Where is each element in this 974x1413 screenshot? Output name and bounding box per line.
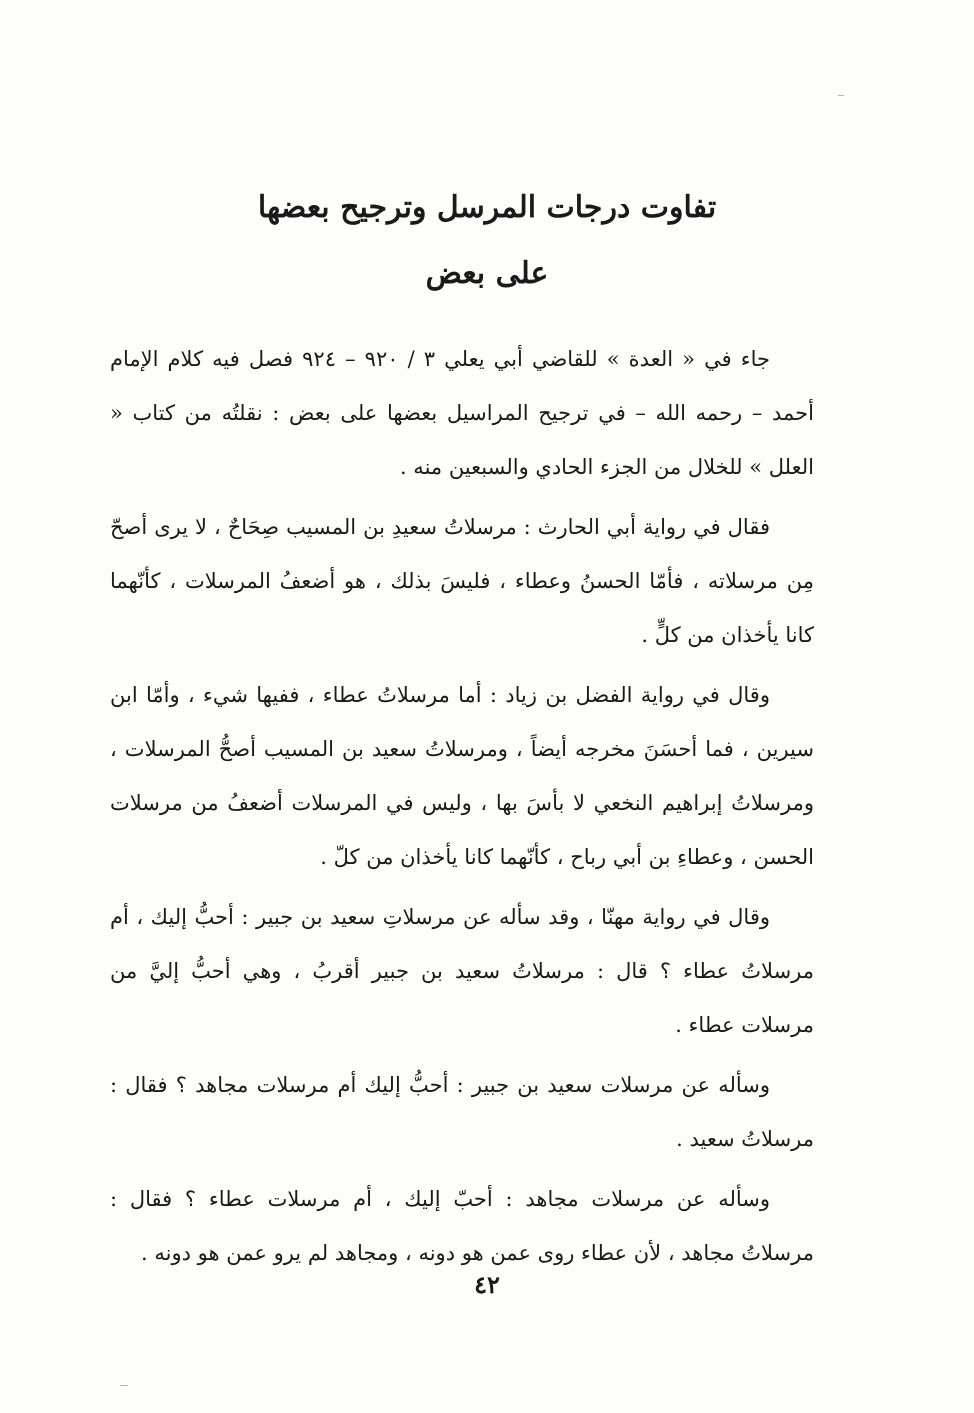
paragraph: وقال في رواية الفضل بن زياد : أما مرسلاتُ عطاء ، ففيها شيء ، وأمّا ابن سيرين ، فما أحسَنَ مخرجه أيضاً ، ومرسلاتُ سعيد بن المسيب أصحُّ المرسلات ، ومرسلاتُ إبراهيم النخعي لا بأسَ بها ، وليس في المرسلات أضعفُ من مرسلات الحسن ، وعطاءِ بن أبي رباح ، كأنّهما كانا يأخذان من كلّ .: [110, 683, 814, 869]
paragraph: وقال في رواية مهنّا ، وقد سأله عن مرسلاتِ سعيد بن جبير : أحبُّ إليك ، أم مرسلاتُ عطاء ؟ قال : مرسلاتُ سعيد بن جبير أقربُ ، وهي أحبُّ إليَّ من مرسلات عطاء .: [110, 905, 814, 1037]
paragraph: وسأله عن مرسلات مجاهد : أحبّ إليك ، أم مرسلات عطاء ؟ فقال : مرسلاتُ مجاهد ، لأن عطاء روى عمن هو دونه ، ومجاهد لم يرو عمن هو دونه .: [110, 1187, 814, 1265]
chapter-title-line-2: على بعض: [425, 256, 549, 291]
scan-speck: [120, 1385, 128, 1386]
chapter-title: [0, 188, 974, 294]
paragraph: جاء في « العدة » للقاضي أبي يعلي ٣ / ٩٢٠ – ٩٢٤ فصل فيه كلام الإمام أحمد – رحمه الله – في ترجيح المراسيل بعضها على بعض : نقلتُه من كتاب « العلل » للخلال من الجزء الحادي والسبعين منه .: [110, 347, 814, 479]
page-number: ٤٢: [474, 1270, 500, 1299]
paragraph: وسأله عن مرسلات سعيد بن جبير : أحبُّ إليك أم مرسلات مجاهد ؟ فقال : مرسلاتُ سعيد .: [110, 1073, 814, 1151]
body-text: [110, 332, 814, 1286]
chapter-title-line-1: تفاوت درجات المرسل وترجيح بعضها: [257, 190, 717, 225]
paragraph: فقال في رواية أبي الحارث : مرسلاتُ سعيدِ بن المسيب صِحَاحٌ ، لا يرى أصحّ مِن مرسلاته ، فأمّا الحسنُ وعطاء ، فليسَ بذلك ، هو أضعفُ المرسلات ، كأنّهما كانا يأخذان من كلٍّ .: [110, 515, 814, 647]
scan-speck: [838, 95, 844, 96]
